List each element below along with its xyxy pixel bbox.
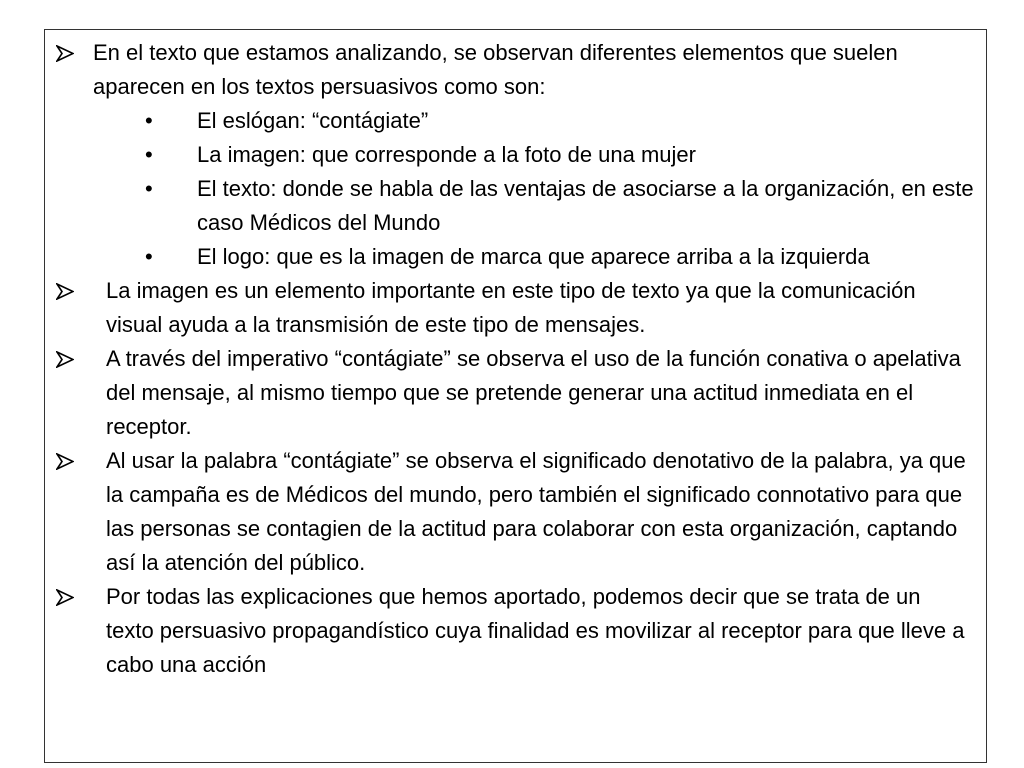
dot-bullet-icon: • [145,142,153,167]
sub-bullet-text: La imagen: que corresponde a la foto de una mujer [197,142,696,167]
paragraph-1 [54,36,974,274]
slide-content [54,36,974,682]
sub-bullet-item [93,104,974,138]
dot-bullet-icon: • [145,244,153,269]
arrow-bullet-icon [56,444,84,478]
paragraph-5 [54,580,974,682]
paragraph-text: En el texto que estamos analizando, se observan diferentes elementos que suelen aparecen en los textos persuasivos como son: [93,40,898,99]
arrow-bullet-icon [56,342,84,376]
arrow-bullet-icon [56,580,84,614]
paragraph-4 [54,444,974,580]
paragraph-text: La imagen es un elemento importante en este tipo de texto ya que la comunicación visual ayuda a la transmisión de este tipo de mensajes. [106,278,916,337]
sub-bullet-text: El logo: que es la imagen de marca que aparece arriba a la izquierda [197,244,870,269]
paragraph-text: Al usar la palabra “contágiate” se observa el significado denotativo de la palabra, ya que la campaña es de Médicos del mundo, pero también el significado connotativo para que las personas se contagien de la actitud para colaborar con esta organización, captando así la atención del público. [106,448,966,575]
sub-bullet-item [93,240,974,274]
sub-bullet-text: El texto: donde se habla de las ventajas de asociarse a la organización, en este caso Médicos del Mundo [197,176,974,235]
sub-bullet-text: El eslógan: “contágiate” [197,108,429,133]
paragraph-3 [54,342,974,444]
paragraph-2 [54,274,974,342]
paragraph-text: Por todas las explicaciones que hemos aportado, podemos decir que se trata de un texto persuasivo propagandístico cuya finalidad es movilizar al receptor para que lleve a cabo una acción [106,584,965,677]
sub-bullet-item [93,138,974,172]
sub-bullet-list [93,104,974,274]
dot-bullet-icon: • [145,108,153,133]
arrow-bullet-icon [56,36,84,70]
dot-bullet-icon: • [145,176,153,201]
arrow-bullet-icon [56,274,84,308]
paragraph-text: A través del imperativo “contágiate” se observa el uso de la función conativa o apelativa del mensaje, al mismo tiempo que se pretende generar una actitud inmediata en el receptor. [106,346,961,439]
sub-bullet-item [93,172,974,240]
